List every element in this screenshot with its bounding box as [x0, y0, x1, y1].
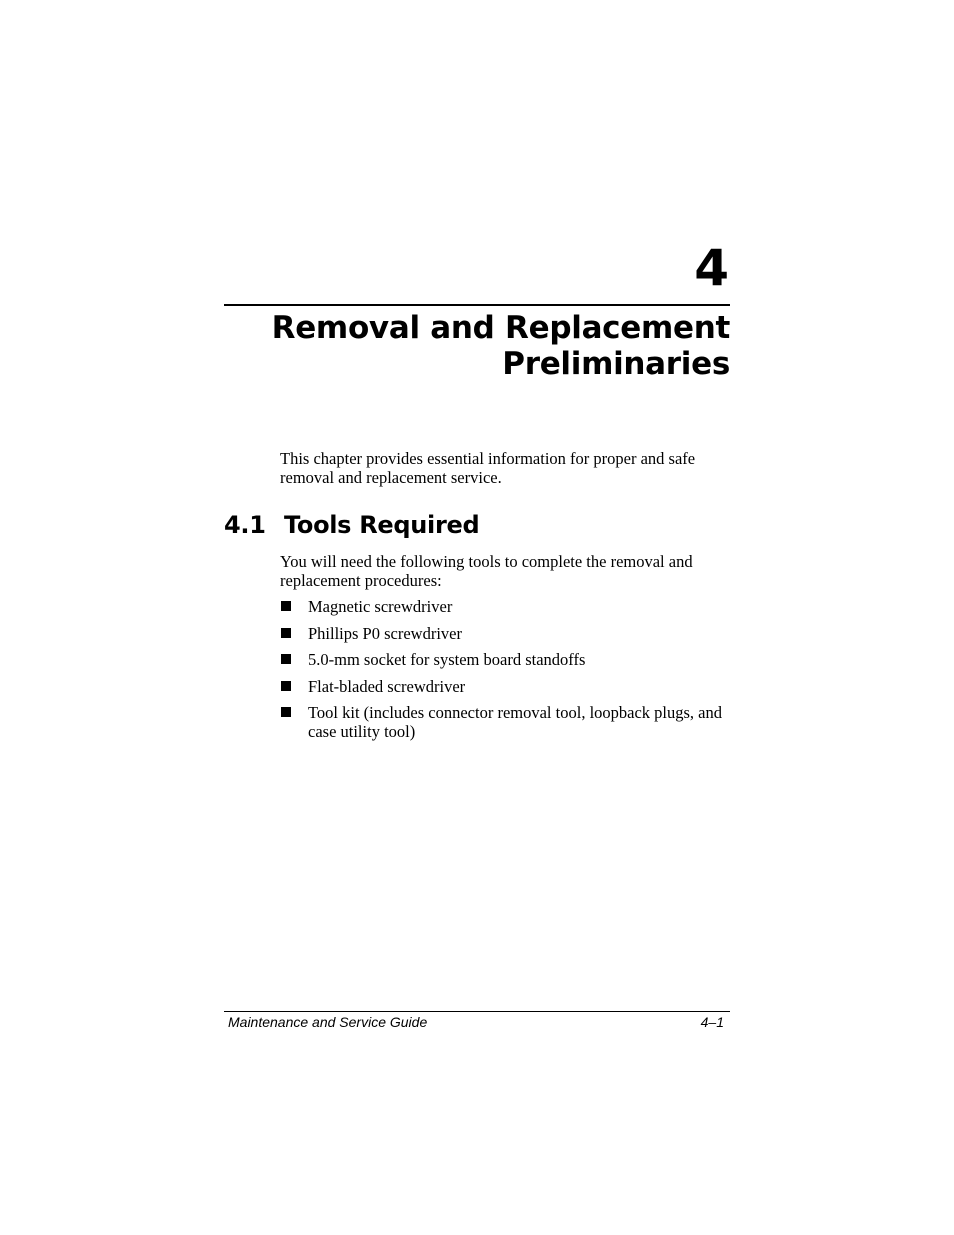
- chapter-divider: [224, 304, 730, 306]
- section-intro: You will need the following tools to complete the removal and replacement procedures:: [280, 552, 693, 590]
- footer-divider: [224, 1011, 730, 1012]
- square-bullet-icon: [281, 654, 291, 664]
- tools-list: [280, 597, 730, 749]
- chapter-title-line1: Removal and Replacement: [271, 310, 730, 346]
- section-heading: [224, 508, 479, 542]
- square-bullet-icon: [281, 601, 291, 611]
- tool-item-label: Magnetic screwdriver: [308, 597, 453, 616]
- tool-item-label: Phillips P0 screwdriver: [308, 623, 462, 643]
- list-item: [280, 677, 730, 696]
- square-bullet-icon: [281, 628, 291, 638]
- chapter-title-line2: Preliminaries: [502, 346, 730, 382]
- tool-item-label: Tool kit (includes connector removal tool, loopback plugs, and case utility tool): [308, 703, 722, 742]
- section-title: Tools Required: [284, 511, 480, 539]
- tool-item-label: Flat-bladed screwdriver: [308, 676, 466, 696]
- tool-item-label: 5.0-mm socket for system board standoffs: [308, 650, 586, 670]
- list-item: [280, 624, 730, 643]
- list-item: [280, 703, 730, 741]
- footer-guide-title: Maintenance and Service Guide: [228, 1014, 428, 1030]
- square-bullet-icon: [281, 681, 291, 691]
- list-item: [280, 650, 730, 669]
- footer-page-number: 4–1: [700, 1014, 724, 1030]
- section-number: 4.1: [224, 511, 266, 539]
- chapter-number: 4: [694, 239, 729, 297]
- list-item: [280, 597, 730, 616]
- chapter-title: [224, 310, 730, 382]
- square-bullet-icon: [281, 707, 291, 717]
- chapter-intro: This chapter provides essential information for proper and safe removal and replacement service.: [280, 449, 696, 487]
